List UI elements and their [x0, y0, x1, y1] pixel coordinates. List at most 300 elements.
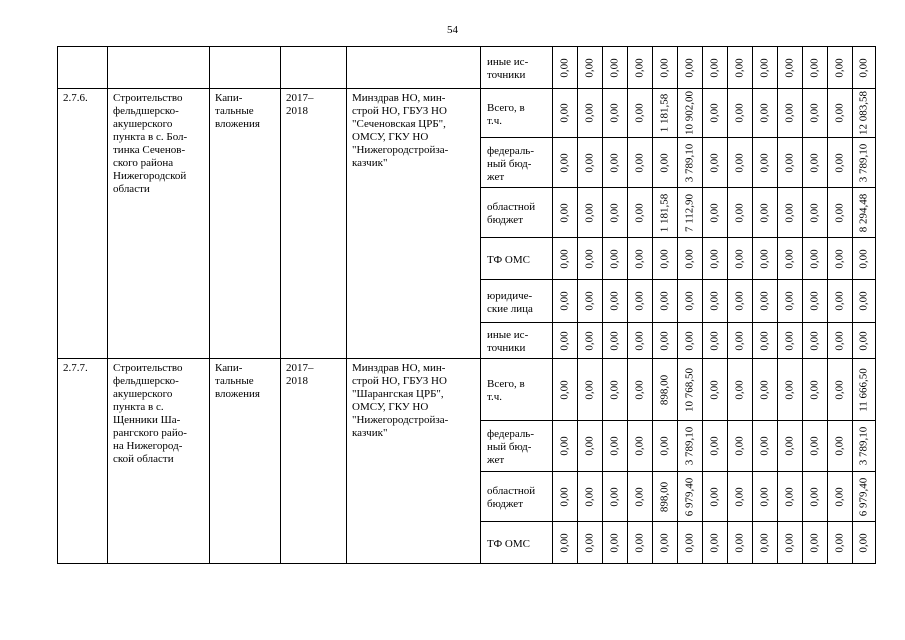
value-cell — [728, 522, 753, 564]
code-cell: 2.7.7. — [58, 359, 108, 564]
value-text: 1 181,58 — [658, 93, 671, 133]
value-text: 7 112,90 — [683, 193, 696, 232]
value-text: 0,00 — [658, 291, 671, 311]
value-cell — [728, 359, 753, 421]
value-cell — [678, 47, 703, 89]
value-text: 898,00 — [658, 374, 671, 405]
value-text: 0,00 — [833, 330, 846, 351]
value-cell — [628, 472, 653, 522]
value-cell — [703, 421, 728, 472]
source-cell: иные ис- точники — [481, 47, 553, 89]
value-cell — [828, 323, 853, 359]
value-cell — [553, 421, 578, 472]
value-cell — [628, 280, 653, 323]
value-text: 0,00 — [558, 152, 571, 173]
name-cell: Строительство фельдшерско- акушерского пункта в с. Бол- тинка Сеченов- ского района Нижегородской области — [108, 89, 210, 359]
value-cell — [728, 238, 753, 280]
executor-cell: Минздрав НО, мин- строй НО, ГБУЗ НО "Сеченовская ЦРБ", ОМСУ, ГКУ НО "Нижегородстройза- казчик" — [347, 89, 481, 359]
value-text: 0,00 — [783, 103, 796, 123]
value-text: 0,00 — [708, 103, 721, 123]
value-text: 0,00 — [857, 532, 870, 553]
value-text: 0,00 — [733, 152, 746, 173]
value-text: 0,00 — [558, 486, 571, 507]
value-cell — [803, 522, 828, 564]
value-cell — [578, 522, 603, 564]
value-cell — [828, 472, 853, 522]
value-cell — [853, 47, 876, 89]
value-cell — [553, 238, 578, 280]
value-cell — [678, 238, 703, 280]
value-cell — [603, 280, 628, 323]
value-cell — [628, 47, 653, 89]
value-text: 0,00 — [733, 330, 746, 351]
value-cell — [753, 47, 778, 89]
value-text: 0,00 — [758, 291, 771, 311]
value-cell — [578, 138, 603, 188]
value-cell — [578, 280, 603, 323]
value-text: 0,00 — [683, 532, 696, 553]
value-cell — [653, 522, 678, 564]
value-text: 0,00 — [683, 330, 696, 351]
value-cell — [853, 323, 876, 359]
value-text: 0,00 — [783, 248, 796, 269]
value-text: 0,00 — [783, 436, 796, 456]
table-row — [58, 89, 876, 138]
value-text: 0,00 — [733, 436, 746, 456]
value-text: 0,00 — [808, 486, 821, 507]
value-cell — [553, 280, 578, 323]
value-cell — [653, 421, 678, 472]
source-cell: областной бюджет — [481, 188, 553, 238]
value-text: 0,00 — [633, 330, 646, 351]
value-cell — [678, 138, 703, 188]
value-text: 0,00 — [808, 103, 821, 123]
value-text: 0,00 — [783, 330, 796, 351]
value-cell — [653, 359, 678, 421]
value-cell — [803, 280, 828, 323]
value-text: 0,00 — [658, 248, 671, 269]
value-text: 0,00 — [857, 57, 870, 78]
value-cell — [603, 47, 628, 89]
value-text: 0,00 — [857, 330, 870, 351]
value-cell — [703, 47, 728, 89]
value-text: 0,00 — [608, 379, 621, 400]
value-cell — [653, 188, 678, 238]
value-cell — [553, 323, 578, 359]
value-text: 0,00 — [683, 248, 696, 269]
value-text: 0,00 — [708, 152, 721, 173]
value-cell — [778, 359, 803, 421]
value-cell — [578, 359, 603, 421]
value-text: 0,00 — [558, 248, 571, 269]
value-text: 0,00 — [583, 486, 596, 507]
value-text: 0,00 — [558, 103, 571, 123]
value-text: 3 789,10 — [857, 143, 870, 182]
value-text: 3 789,10 — [683, 143, 696, 182]
value-cell — [703, 323, 728, 359]
value-cell — [753, 421, 778, 472]
value-text: 0,00 — [758, 379, 771, 400]
value-cell — [603, 138, 628, 188]
value-text: 0,00 — [633, 486, 646, 507]
value-text: 0,00 — [658, 57, 671, 78]
value-text: 0,00 — [558, 202, 571, 223]
value-cell — [753, 188, 778, 238]
value-text: 0,00 — [583, 379, 596, 400]
value-cell — [853, 138, 876, 188]
value-cell — [703, 238, 728, 280]
value-cell — [778, 280, 803, 323]
years-cell: 2017– 2018 — [281, 359, 347, 564]
value-cell — [753, 522, 778, 564]
value-cell — [578, 47, 603, 89]
type-cell: Капи- тальные вложения — [210, 359, 281, 564]
value-text: 898,00 — [658, 481, 671, 512]
value-cell — [653, 89, 678, 138]
value-cell — [603, 359, 628, 421]
empty-cell — [108, 47, 210, 89]
value-cell — [653, 280, 678, 323]
value-cell — [678, 522, 703, 564]
value-cell — [553, 359, 578, 421]
value-text: 0,00 — [633, 379, 646, 400]
value-cell — [603, 188, 628, 238]
value-cell — [803, 238, 828, 280]
value-cell — [753, 472, 778, 522]
empty-cell — [58, 47, 108, 89]
value-text: 0,00 — [758, 248, 771, 269]
value-cell — [853, 421, 876, 472]
value-text: 0,00 — [633, 291, 646, 311]
source-cell: иные ис- точники — [481, 323, 553, 359]
source-cell: Всего, в т.ч. — [481, 359, 553, 421]
value-cell — [628, 522, 653, 564]
value-text: 0,00 — [733, 379, 746, 400]
value-text: 0,00 — [558, 291, 571, 311]
value-text: 0,00 — [708, 291, 721, 311]
value-cell — [628, 188, 653, 238]
value-cell — [603, 522, 628, 564]
value-cell — [653, 238, 678, 280]
value-text: 0,00 — [808, 330, 821, 351]
value-cell — [578, 421, 603, 472]
value-text: 0,00 — [833, 379, 846, 400]
value-text: 0,00 — [583, 202, 596, 223]
value-cell — [778, 522, 803, 564]
value-cell — [778, 138, 803, 188]
value-text: 0,00 — [583, 248, 596, 269]
value-text: 0,00 — [658, 152, 671, 173]
value-text: 0,00 — [833, 152, 846, 173]
value-cell — [628, 323, 653, 359]
value-cell — [778, 323, 803, 359]
value-cell — [703, 280, 728, 323]
value-text: 0,00 — [833, 57, 846, 78]
value-text: 0,00 — [608, 202, 621, 223]
source-cell: Всего, в т.ч. — [481, 89, 553, 138]
empty-cell — [281, 47, 347, 89]
value-text: 0,00 — [733, 291, 746, 311]
value-text: 0,00 — [558, 330, 571, 351]
value-cell — [828, 138, 853, 188]
value-cell — [553, 188, 578, 238]
value-cell — [828, 188, 853, 238]
value-cell — [678, 280, 703, 323]
value-cell — [778, 238, 803, 280]
value-cell — [778, 89, 803, 138]
value-text: 0,00 — [808, 291, 821, 311]
value-text: 0,00 — [857, 291, 870, 311]
value-text: 0,00 — [608, 152, 621, 173]
value-cell — [703, 138, 728, 188]
value-cell — [703, 359, 728, 421]
value-cell — [553, 47, 578, 89]
value-text: 0,00 — [783, 202, 796, 223]
value-text: 0,00 — [833, 291, 846, 311]
value-cell — [828, 359, 853, 421]
value-text: 0,00 — [783, 379, 796, 400]
value-text: 0,00 — [608, 248, 621, 269]
value-text: 0,00 — [658, 436, 671, 456]
value-text: 0,00 — [758, 152, 771, 173]
value-cell — [803, 89, 828, 138]
value-text: 0,00 — [708, 436, 721, 456]
value-text: 0,00 — [733, 486, 746, 507]
value-text: 0,00 — [558, 379, 571, 400]
value-cell — [678, 323, 703, 359]
source-cell: юридиче- ские лица — [481, 280, 553, 323]
value-text: 0,00 — [808, 248, 821, 269]
value-cell — [703, 472, 728, 522]
value-cell — [578, 472, 603, 522]
value-cell — [828, 47, 853, 89]
value-cell — [778, 188, 803, 238]
value-text: 0,00 — [583, 532, 596, 553]
value-text: 0,00 — [558, 532, 571, 553]
value-cell — [578, 188, 603, 238]
value-text: 0,00 — [758, 532, 771, 553]
value-cell — [728, 138, 753, 188]
value-text: 0,00 — [758, 103, 771, 123]
value-text: 0,00 — [783, 532, 796, 553]
value-cell — [678, 359, 703, 421]
value-cell — [853, 472, 876, 522]
value-cell — [628, 421, 653, 472]
value-cell — [553, 138, 578, 188]
value-text: 0,00 — [633, 532, 646, 553]
value-cell — [653, 138, 678, 188]
value-cell — [753, 359, 778, 421]
value-text: 8 294,48 — [857, 193, 870, 232]
value-text: 0,00 — [583, 103, 596, 123]
value-text: 0,00 — [733, 532, 746, 553]
value-text: 0,00 — [783, 152, 796, 173]
value-text: 0,00 — [783, 486, 796, 507]
value-text: 0,00 — [833, 103, 846, 123]
value-cell — [578, 323, 603, 359]
value-text: 0,00 — [633, 57, 646, 78]
value-text: 10 768,50 — [683, 367, 696, 412]
value-text: 0,00 — [708, 248, 721, 269]
value-text: 0,00 — [583, 57, 596, 78]
value-cell — [703, 188, 728, 238]
value-text: 0,00 — [733, 103, 746, 123]
value-cell — [853, 522, 876, 564]
value-cell — [603, 472, 628, 522]
value-cell — [828, 522, 853, 564]
value-text: 0,00 — [558, 436, 571, 456]
value-cell — [553, 472, 578, 522]
value-text: 0,00 — [808, 379, 821, 400]
value-text: 0,00 — [658, 532, 671, 553]
value-cell — [728, 421, 753, 472]
value-cell — [803, 472, 828, 522]
value-cell — [728, 89, 753, 138]
value-text: 0,00 — [758, 202, 771, 223]
value-text: 0,00 — [708, 57, 721, 78]
value-cell — [803, 421, 828, 472]
name-cell: Строительство фельдшерско- акушерского пункта в с. Щенники Ша- рангского райо- на Нижегород- ской области — [108, 359, 210, 564]
value-text: 0,00 — [633, 248, 646, 269]
value-text: 0,00 — [633, 202, 646, 223]
value-cell — [853, 188, 876, 238]
value-cell — [728, 47, 753, 89]
value-text: 0,00 — [758, 436, 771, 456]
value-cell — [603, 238, 628, 280]
value-cell — [803, 188, 828, 238]
value-text: 0,00 — [708, 486, 721, 507]
code-cell: 2.7.6. — [58, 89, 108, 359]
value-text: 0,00 — [608, 532, 621, 553]
value-cell — [578, 89, 603, 138]
value-text: 0,00 — [808, 532, 821, 553]
table-body — [58, 47, 876, 564]
source-cell: федераль- ный бюд- жет — [481, 421, 553, 472]
value-cell — [803, 323, 828, 359]
value-cell — [778, 472, 803, 522]
value-cell — [728, 188, 753, 238]
value-text: 0,00 — [583, 330, 596, 351]
value-cell — [853, 280, 876, 323]
value-text: 1 181,58 — [658, 193, 671, 232]
value-cell — [653, 323, 678, 359]
value-cell — [778, 47, 803, 89]
value-text: 0,00 — [808, 436, 821, 456]
value-text: 0,00 — [808, 57, 821, 78]
source-cell: ТФ ОМС — [481, 522, 553, 564]
value-cell — [803, 359, 828, 421]
value-text: 0,00 — [708, 532, 721, 553]
years-cell: 2017– 2018 — [281, 89, 347, 359]
value-text: 0,00 — [608, 436, 621, 456]
value-text: 0,00 — [758, 330, 771, 351]
value-text: 3 789,10 — [683, 426, 696, 466]
value-cell — [803, 138, 828, 188]
value-text: 0,00 — [608, 486, 621, 507]
value-text: 0,00 — [708, 379, 721, 400]
page-number: 54 — [447, 24, 458, 36]
value-text: 0,00 — [633, 103, 646, 123]
value-cell — [578, 238, 603, 280]
value-text: 0,00 — [608, 103, 621, 123]
value-text: 0,00 — [808, 152, 821, 173]
value-text: 0,00 — [708, 202, 721, 223]
value-text: 0,00 — [833, 202, 846, 223]
value-cell — [828, 89, 853, 138]
table-row — [58, 47, 876, 89]
value-cell — [753, 138, 778, 188]
value-text: 0,00 — [857, 248, 870, 269]
value-cell — [753, 238, 778, 280]
value-text: 0,00 — [783, 57, 796, 78]
source-cell: федераль- ный бюд- жет — [481, 138, 553, 188]
value-text: 0,00 — [708, 330, 721, 351]
value-text: 0,00 — [583, 291, 596, 311]
value-text: 0,00 — [658, 330, 671, 351]
value-cell — [703, 522, 728, 564]
value-cell — [828, 238, 853, 280]
value-text: 0,00 — [758, 57, 771, 78]
value-text: 0,00 — [633, 436, 646, 456]
value-cell — [678, 89, 703, 138]
value-cell — [603, 89, 628, 138]
value-cell — [603, 323, 628, 359]
source-cell: областной бюджет — [481, 472, 553, 522]
value-cell — [853, 238, 876, 280]
value-text: 11 666,50 — [857, 367, 870, 412]
value-cell — [653, 472, 678, 522]
value-cell — [828, 421, 853, 472]
value-cell — [753, 280, 778, 323]
value-cell — [603, 421, 628, 472]
value-text: 0,00 — [833, 436, 846, 456]
value-text: 0,00 — [833, 532, 846, 553]
value-text: 0,00 — [733, 57, 746, 78]
value-text: 0,00 — [733, 248, 746, 269]
value-cell — [628, 138, 653, 188]
value-text: 0,00 — [733, 202, 746, 223]
value-text: 0,00 — [808, 202, 821, 223]
value-cell — [853, 89, 876, 138]
value-cell — [678, 421, 703, 472]
value-cell — [703, 89, 728, 138]
value-cell — [753, 323, 778, 359]
type-cell: Капи- тальные вложения — [210, 89, 281, 359]
value-cell — [728, 280, 753, 323]
value-cell — [803, 47, 828, 89]
value-text: 12 083,58 — [857, 91, 870, 135]
value-cell — [778, 421, 803, 472]
value-text: 0,00 — [583, 436, 596, 456]
value-cell — [553, 89, 578, 138]
executor-cell: Минздрав НО, мин- строй НО, ГБУЗ НО "Шарангская ЦРБ", ОМСУ, ГКУ НО "Нижегородстройза- казчик" — [347, 359, 481, 564]
value-text: 0,00 — [583, 152, 596, 173]
value-cell — [753, 89, 778, 138]
value-text: 6 979,40 — [857, 477, 870, 516]
value-text: 0,00 — [783, 291, 796, 311]
source-cell: ТФ ОМС — [481, 238, 553, 280]
value-text: 0,00 — [608, 57, 621, 78]
value-text: 0,00 — [833, 248, 846, 269]
value-text: 10 902,00 — [683, 91, 696, 135]
empty-cell — [210, 47, 281, 89]
value-cell — [678, 188, 703, 238]
value-text: 0,00 — [558, 57, 571, 78]
value-text: 0,00 — [608, 330, 621, 351]
value-cell — [553, 522, 578, 564]
value-text: 0,00 — [683, 291, 696, 311]
value-cell — [628, 89, 653, 138]
